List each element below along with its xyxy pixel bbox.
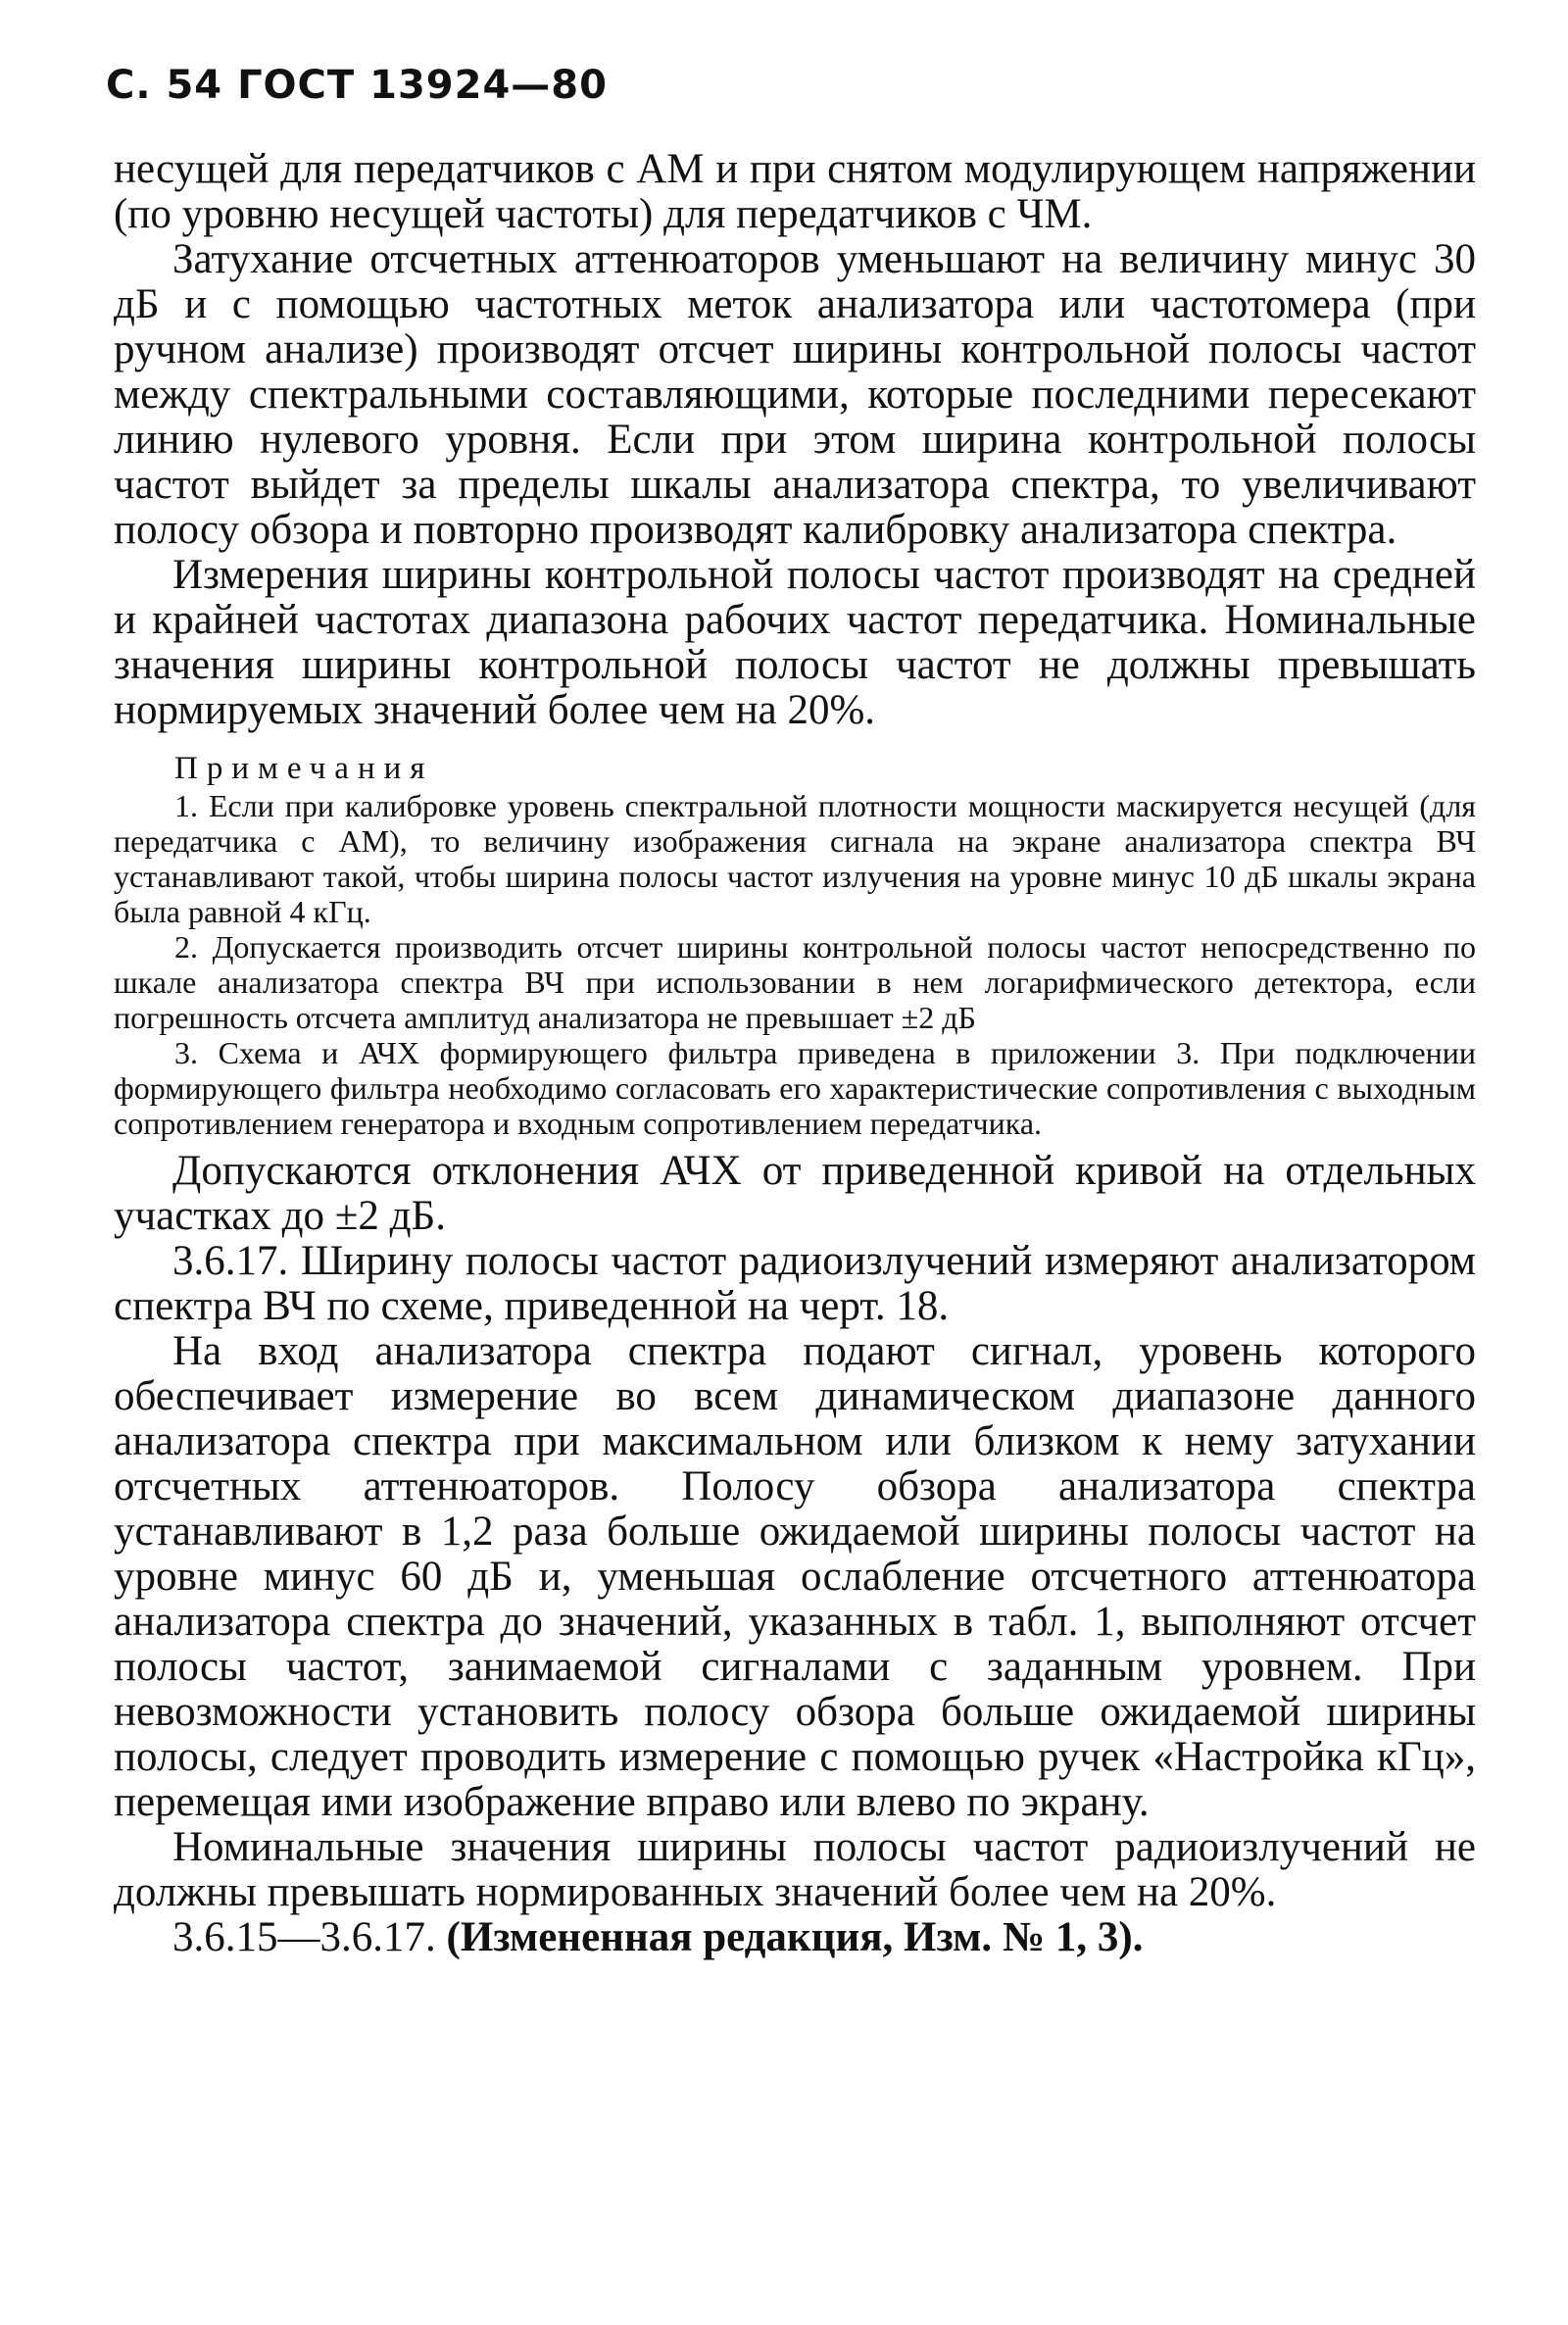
note-item-1: 1. Если при калибровке уровень спектральной плотности мощности маскируется несущей (для передатчика с АМ), то величину изображения сигнала на экране анализатора спектра ВЧ устанавливают такой, чтобы ширина полосы частот излучения на уровне минус 10 дБ шкалы экрана была равной 4 кГц. [114, 788, 1476, 929]
paragraph-continuation: несущей для передатчиков с АМ и при снятом модулирующем напряжении (по уровню несущей частоты) для передатчиков с ЧМ. [114, 146, 1476, 237]
edition-note-ref: 3.6.15—3.6.17. [172, 1914, 436, 1960]
edition-note [114, 1915, 1476, 1960]
notes-title: Примечания [174, 751, 434, 786]
note-item-3: 3. Схема и АЧХ формирующего фильтра приведена в приложении 3. При подключении формирующего фильтра необходимо согласовать его характеристические сопротивления с выходным сопротивлением генератора и входным сопротивлением передатчика. [114, 1035, 1476, 1141]
page-header: С. 54 ГОСТ 13924—80 [106, 63, 608, 108]
paragraph-attenuation: Затухание отсчетных аттенюаторов уменьшают на величину минус 30 дБ и с помощью частотных меток анализатора или частотомера (при ручном анализе) производят отсчет ширины контрольной полосы частот между спектральными составляющими, которые последними пересекают линию нулевого уровня. Если при этом ширина контрольной полосы частот выйдет за пределы шкалы анализатора спектра, то увеличивают полосу обзора и повторно производят калибровку анализатора спектра. [114, 236, 1476, 553]
paragraph-3-6-17: 3.6.17. Ширину полосы частот радиоизлучений измеряют анализатором спектра ВЧ по схеме, приведенной на черт. 18. [114, 1238, 1476, 1329]
paragraph-measurements: Измерения ширины контрольной полосы частот производят на средней и крайней частотах диапазона рабочих частот передатчика. Номинальные значения ширины контрольной полосы частот не должны превышать нормируемых значений более чем на 20%. [114, 552, 1476, 733]
note-item-2: 2. Допускается производить отсчет ширины контрольной полосы частот непосредственно по шкале анализатора спектра ВЧ при использовании в нем логарифмического детектора, если погрешность отсчета амплитуд анализатора не превышает ±2 дБ [114, 929, 1476, 1035]
paragraph-nominal-values: Номинальные значения ширины полосы частот радиоизлучений не должны превышать нормированных значений более чем на 20%. [114, 1824, 1476, 1915]
paragraph-deviation: Допускаются отклонения АЧХ от приведенной кривой на отдельных участках до ±2 дБ. [114, 1148, 1476, 1239]
edition-note-text: (Измененная редакция, Изм. № 1, 3). [446, 1914, 1144, 1960]
paragraph-procedure: На вход анализатора спектра подают сигнал, уровень которого обеспечивает измерение во всем динамическом диапазоне данного анализатора спектра при максимальном или близком к нему затухании отсчетных аттенюаторов. Полосу обзора анализатора спектра устанавливают в 1,2 раза больше ожидаемой ширины полосы частот на уровне минус 60 дБ и, уменьшая ослабление отсчетного аттенюатора анализатора спектра до значений, указанных в табл. 1, выполняют отсчет полосы частот, занимаемой сигналами с заданным уровнем. При невозможности установить полосу обзора больше ожидаемой ширины полосы, следует проводить измерение с помощью ручек «Настройка кГц», перемещая ими изображение вправо или влево по экрану. [114, 1328, 1476, 1825]
document-body [114, 147, 1476, 1960]
